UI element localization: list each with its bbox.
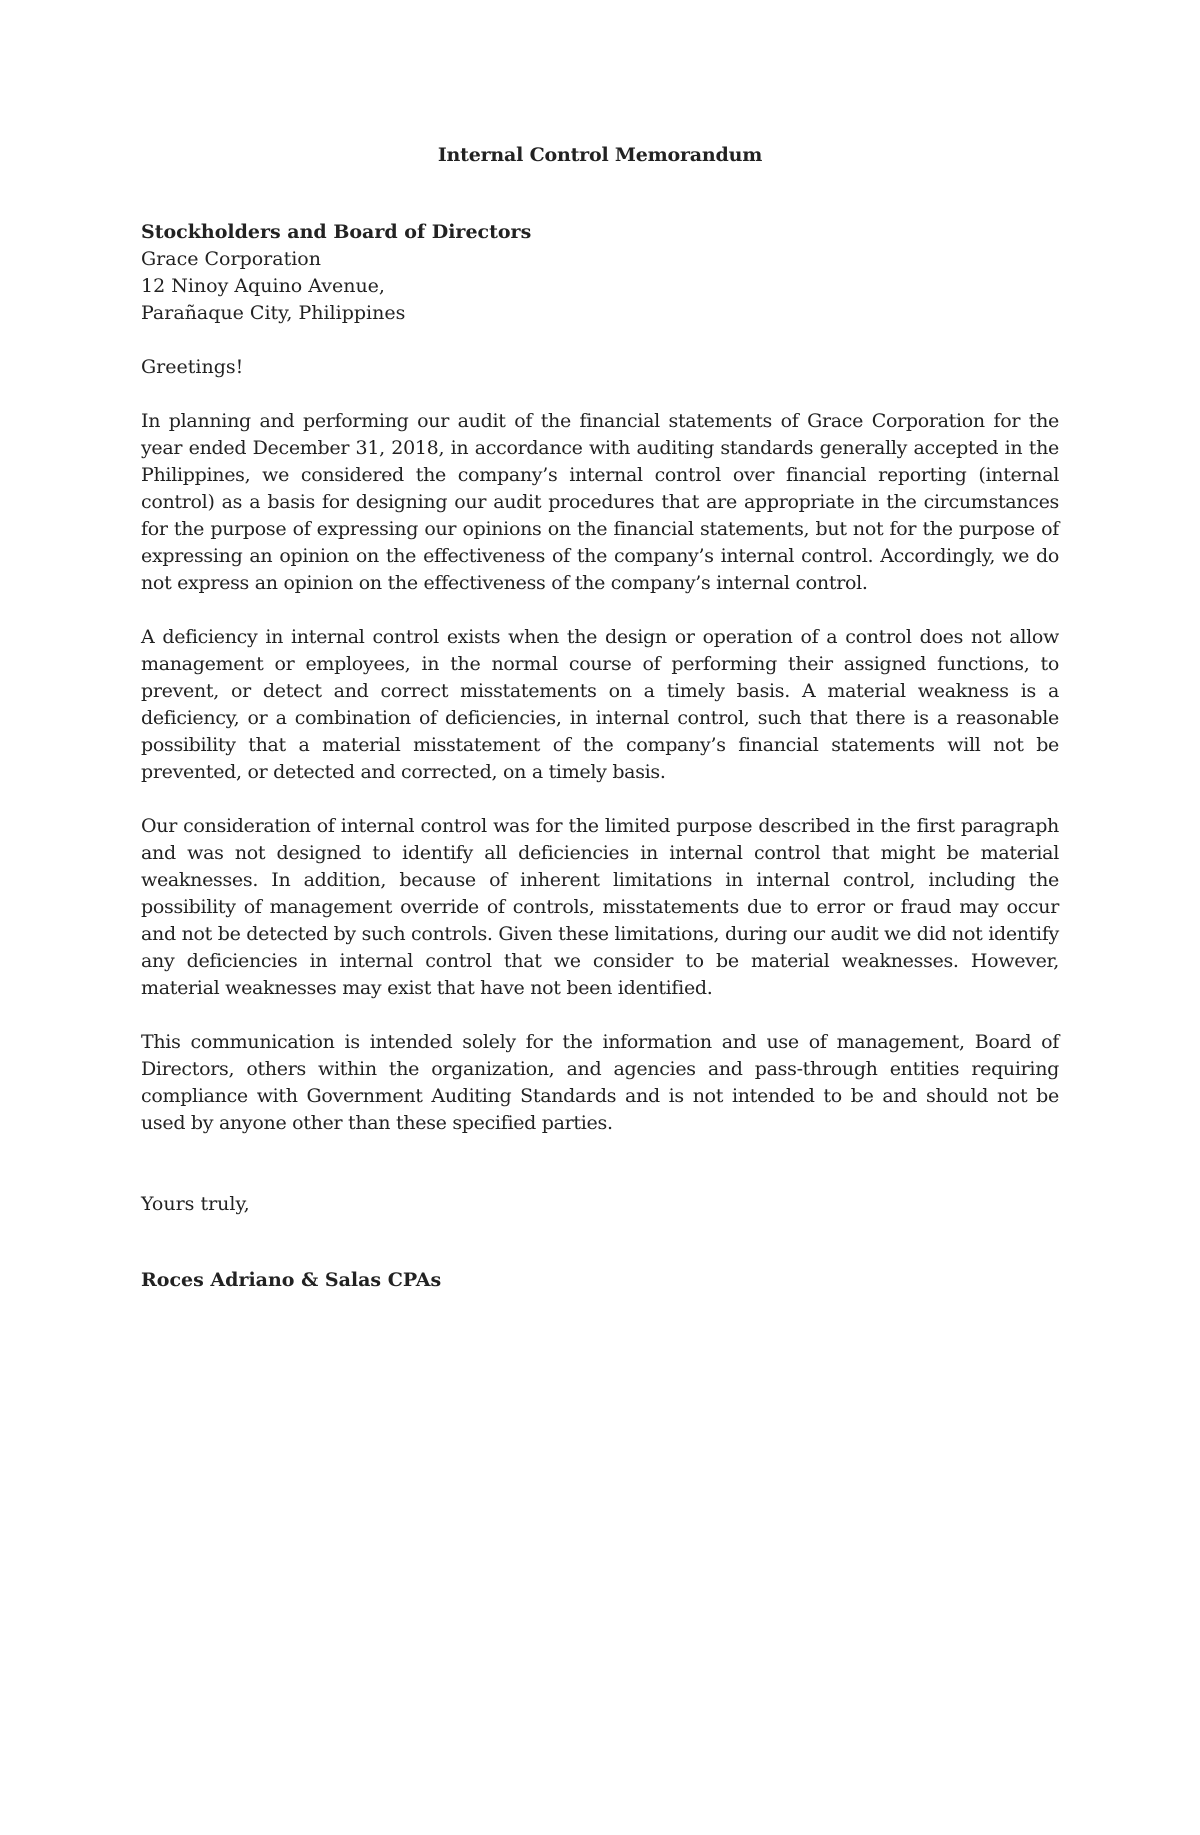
addressee-company: Grace Corporation xyxy=(141,248,321,270)
memo-title: Internal Control Memorandum xyxy=(437,144,763,166)
greeting: Greetings! xyxy=(141,356,244,378)
signature: Roces Adriano & Salas CPAs xyxy=(141,1269,442,1291)
memo-page xyxy=(141,142,1059,1294)
addressee-address-line2: Parañaque City, Philippines xyxy=(141,302,406,324)
addressee-address-line1: 12 Ninoy Aquino Avenue, xyxy=(141,275,385,297)
body-paragraph-4: This communication is intended solely for the information and use of management, Board of Directors, others within the organization, and agencies and pass-through entities requiring compliance with Government Auditing Standards and is not intended to be and should not be used by anyone other than these specified parties. xyxy=(141,1031,1059,1134)
body-paragraph-1: In planning and performing our audit of the financial statements of Grace Corporation for the year ended December 31, 2018, in accordance with auditing standards generally accepted in the Philippines, we considered the company’s internal control over financial reporting (internal control) as a basis for designing our audit procedures that are appropriate in the circumstances for the purpose of expressing our opinions on the financial statements, but not for the purpose of expressing an opinion on the effectiveness of the company’s internal control. Accordingly, we do not express an opinion on the effectiveness of the company’s internal control. xyxy=(141,410,1059,594)
addressee-block xyxy=(141,219,1059,327)
addressee-name: Stockholders and Board of Directors xyxy=(141,221,532,243)
body-paragraph-3: Our consideration of internal control was for the limited purpose described in the first paragraph and was not designed to identify all deficiencies in internal control that might be material weaknesses. In addition, because of inherent limitations in internal control, including the possibility of management override of controls, misstatements due to error or fraud may occur and not be detected by such controls. Given these limitations, during our audit we did not identify any deficiencies in internal control that we consider to be material weaknesses. However, material weaknesses may exist that have not been identified. xyxy=(141,815,1059,999)
closing: Yours truly, xyxy=(141,1193,250,1215)
body-paragraph-2: A deficiency in internal control exists when the design or operation of a control does not allow management or employees, in the normal course of performing their assigned functions, to prevent, or detect and correct misstatements on a timely basis. A material weakness is a deficiency, or a combination of deficiencies, in internal control, such that there is a reasonable possibility that a material misstatement of the company’s financial statements will not be prevented, or detected and corrected, on a timely basis. xyxy=(141,626,1059,783)
